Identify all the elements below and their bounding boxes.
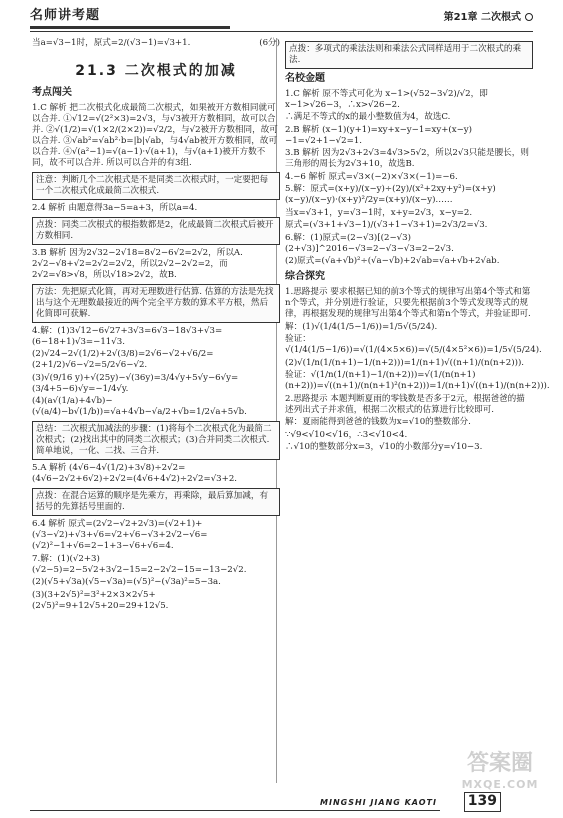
- brand-underline: [30, 26, 230, 29]
- answer-item: 5.A 解析 (4√6−4√(1/2)+3√8)÷2√2=(4√6−2√2+6√2)÷2√2=(4√6+4√2)÷2√2=√3+2.: [32, 463, 238, 485]
- answer-item: 6.解：(1)原式=(2−√3)[(2−√3)(2+√3)]^2016−√3=2−√3−√3=2−2√3.: [285, 232, 454, 254]
- answer-item: (2)√24−2√(1/2)+2√(3/8)=2√6−√2+√6/2=(2+1/2)√6−√2=5/2√6−√2.: [32, 349, 214, 371]
- answer-item: 2.思路提示 本题判断夏雨的零钱数是否多于2元，根据爸爸的描述列出式子并求值，根据二次根式的估算进行比较即可.: [285, 393, 525, 415]
- note-box: 注意：判断几个二次根式是不是同类二次根式时，一定要把每一个二次根式化成最简二次根式.: [32, 172, 280, 200]
- footer-brand: MINGSHI JIANG KAOTI: [320, 798, 437, 807]
- answer-item: 原式=(√3+1+√3−1)/(√3+1−√3+1)=2√3/2=√3.: [285, 220, 488, 231]
- subsection-title: 名校金题: [285, 73, 325, 84]
- watermark-main: 答案圈: [466, 751, 533, 776]
- answer-item: 2.4 解析 由题意得3a−5=a+3，所以a=4.: [32, 202, 198, 213]
- answer-item: 验证：√(1/4(1/5−1/6))=√(1/(4×5×6))=√(5/(4×5²×6))=1/5√(5/24).: [285, 334, 542, 356]
- top-line: 当a=√3−1时，原式=2/(√3−1)=√3+1. (6分): [32, 38, 280, 48]
- answer-item: 3.B 解析 因为2√3+2√3=4√3>5√2，所以2√3只能是腰长，则三角形的周长为2√3+10，故选B.: [285, 148, 529, 170]
- answer-item: 4.−6 解析 原式=√3×(−2)×√3×(−1)=−6.: [285, 171, 458, 182]
- answer-item: (4)(a√(1/a)+4√b)−(√(a/4)−b√(1/b))=√a+4√b−√a/2+√b=1/2√a+5√b.: [32, 396, 247, 418]
- header-divider: [30, 31, 533, 32]
- answer-item: 1.思路提示 要求根据已知的前3个等式的规律写出第4个等式和第n个等式，并分别进行验证，只要先根据前3个等式发现等式的规律，再根据发现的规律写出第4个等式和第n个等式，并验证即可.: [285, 287, 531, 320]
- answer-item: 验证：√(1/n(1/(n+1)−1/(n+2)))=√(1/(n(n+1)(n+2)))=√((n+1)/(n(n+1)²(n+2)))=1/(n+1)√((n+1)/(n(n+2))).: [285, 370, 550, 392]
- answer-item: (2)√(1/n(1/(n+1)−1/(n+2)))=1/(n+1)√((n+1)/(n(n+2))).: [285, 357, 525, 368]
- watermark-sub: MXQE.COM: [461, 778, 539, 792]
- chapter-title: [444, 12, 533, 25]
- answer-item: (2)原式=(√a+√b)²÷(√a−√b)+2√ab=√a+√b+2√ab.: [285, 256, 500, 267]
- answer-item: 当x=√3+1，y=√3−1时，x+y=2√3，x−y=2.: [285, 207, 473, 218]
- answer-item: (3)√(9/16 y)+√(25y)−√(36y)=3/4√y+5√y−6√y=(3/4+5−6)√y=−1/4√y.: [32, 372, 239, 394]
- tip-box: 点拨：在混合运算的顺序是先乘方，再乘除，最后算加减，有括号的先算括号里面的.: [32, 488, 280, 516]
- right-column: [285, 38, 550, 455]
- answer-item: ∵√9<√10<√16，∴3<√10<4.: [285, 429, 408, 440]
- circle-icon: [525, 13, 533, 21]
- tip-box: 点拨：同类二次根式的根指数都是2，化成最简二次根式后被开方数相同.: [32, 217, 280, 245]
- page-number: 139: [464, 792, 501, 812]
- answer-item: 解：(1)√(1/4(1/5−1/6))=1/5√(5/24).: [285, 321, 438, 332]
- answer-item: 5.解：原式=(x+y)/(x−y)÷(2y)/(x²+2xy+y²)=(x+y)(x−y)/(x−y)·(x+y)²/2y=(x+y)/(x−y)……: [285, 184, 496, 206]
- answer-item: 解：夏雨能得到爸爸的钱数为x=√10的整数部分.: [285, 417, 471, 428]
- subsection-title: 考点闯关: [32, 86, 72, 98]
- answer-item: 7.解：(1)(√2+3)(√2−5)=2−5√2+3√2−15=2−2√2−15=−13−2√2.: [32, 553, 247, 575]
- answer-item: 2.B 解析 (x−1)(y+1)=xy+x−y−1=xy+(x−y)−1=√2+1−√2=1.: [285, 124, 472, 146]
- answer-item: 4.解：(1)3√12−6√27+3√3=6√3−18√3+√3=(6−18+1)√3=−11√3.: [32, 325, 223, 347]
- answer-item: ∴满足不等式的x的最小整数值为4，故选C.: [285, 112, 451, 123]
- score-label: (6分): [259, 38, 280, 48]
- answer-item: (3)(3+2√5)²=3²+2×3×2√5+(2√5)²=9+12√5+20=29+12√5.: [32, 589, 169, 611]
- chapter-label: 第21章 二次根式: [443, 12, 521, 23]
- summary-box: 总结：二次根式加减法的步骤：(1)将每个二次根式化为最简二次根式；(2)找出其中的同类二次根式；(3)合并同类二次根式. 简单地说，一化、二找、三合并.: [32, 421, 280, 460]
- answer-item: (2)(√5+√3a)(√5−√3a)=(√5)²−(√3a)²=5−3a.: [32, 577, 221, 588]
- subsection-title: 综合探究: [285, 271, 325, 283]
- footer-divider: [30, 810, 440, 811]
- page-header: [0, 0, 563, 34]
- answer-item: 3.B 解析 因为2√32−2√18=8√2−6√2=2√2，所以A. 2√2−√8+√2=2√2=2√2，所以2√2−2√2=2，而2√2=√8>√8，所以√18>2√2，故B.: [32, 247, 243, 280]
- key-tip-box: 点拨：多项式的乘法法则和乘法公式同样适用于二次根式的乘法.: [285, 41, 533, 69]
- answer-item: ∴√10的整数部分x=3，√10的小数部分y=√10−3.: [285, 442, 483, 453]
- watermark-logo: [445, 750, 555, 810]
- section-title: 21.3 二次根式的加减: [75, 63, 237, 79]
- answer-item: 6.4 解析 原式=(2√2−√2+2√3)=(√2+1)+(√3−√2)+√3+√6=√2+√6−√3+2√2−√6=(√2)²−1+√6=2−1+3−√6+√6=4.: [32, 519, 208, 552]
- left-column: [32, 38, 280, 613]
- answer-item: 1.C 解析 把二次根式化成最简二次根式，如果被开方数相同就可以合并. ①√12=√(2²×3)=2√3，与√3被开方数相同，故可以合并. ②√(1/2)=√(1×2/(2×2))=√2/2，与√2被开方数相同，故可以合并. ③√ab²=√ab²·b=|b|√ab，与4√ab被开方数相同，故可以合并. ④√(a²−1)=√(a−1)·√(a+1)，与√(a+1)被开方数不同，故不可以合并. 所以可以合并的有3组.: [32, 102, 278, 168]
- method-box: 方法：先把原式化简，再对无理数进行估算. 估算的方法是先找出与这个无理数最接近的两个完全平方数的算术平方根，然后化简即可获解.: [32, 284, 280, 323]
- book-brand: 名师讲考题: [30, 8, 101, 23]
- answer-item: 1.C 解析 原不等式可化为 x−1>(√52−3√2)/√2，即x−1>√26−3，∴x>√26−2.: [285, 88, 488, 110]
